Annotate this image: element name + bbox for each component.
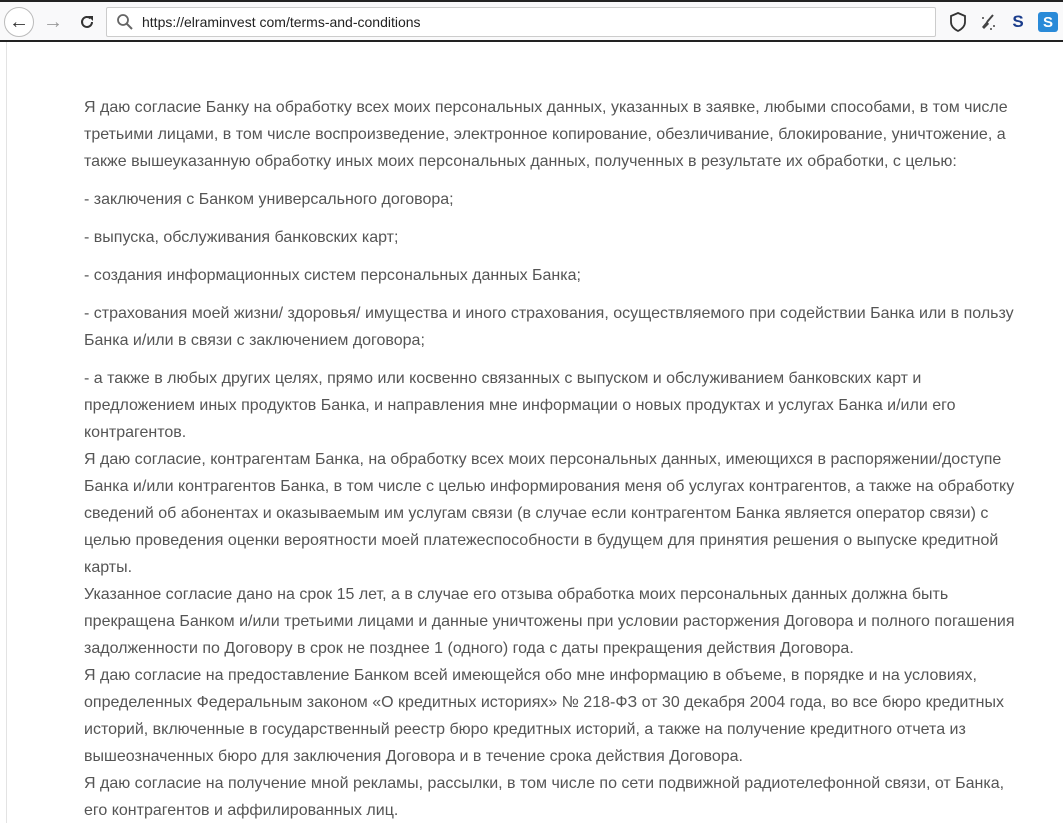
- purpose-item: - заключения с Банком универсального договора;: [84, 191, 454, 208]
- search-icon: [116, 13, 134, 31]
- forward-button[interactable]: [38, 7, 68, 37]
- extension-icons: [943, 6, 1063, 38]
- skype-label: S: [1038, 12, 1058, 32]
- consent-term-paragraph: Указанное согласие дано на срок 15 лет, а в случае его отзыва обработка моих персональных данных должна быть прекращена Банком и/или третьими лицами и данные уничтожены при условии расторжения Договора и полного погашения задолженности по Договору в срок не позднее 1 (одного) года с даты прекращения действия Договора.: [84, 586, 1015, 657]
- credit-history-paragraph: Я даю согласие на предоставление Банком всей имеющейся обо мне информацию в объеме, в порядке и на условиях, определенных Федеральным законом «О кредитных историях» № 218-ФЗ от 30 декабря 2004 года, во все бюро кредитных историй, включенные в государственный реестр бюро кредитных историй, а также на получение кредитного отчета из вышеозначенных бюро для заключения Договора и в течение срока действия Договора.: [84, 667, 1004, 765]
- reload-icon: [78, 13, 96, 31]
- s-extension-icon[interactable]: [1003, 7, 1033, 37]
- back-arrow-icon: ←: [9, 10, 29, 33]
- terms-text: [84, 94, 1024, 824]
- purpose-item: - выпуска, обслуживания банковских карт;: [84, 229, 399, 246]
- skype-icon[interactable]: [1033, 7, 1063, 37]
- browser-toolbar: [0, 2, 1063, 42]
- address-bar[interactable]: [106, 7, 936, 37]
- url-text[interactable]: https://elraminvest com/terms-and-conditions: [142, 14, 421, 30]
- broom-icon[interactable]: [973, 7, 1003, 37]
- back-button[interactable]: [4, 7, 34, 37]
- consent-paragraph: Я даю согласие Банку на обработку всех моих персональных данных, указанных в заявке, любыми способами, в том числе третьими лицами, в том числе воспроизведение, электронное копирование, обезличивание, блокирование, уничтожение, а также вышеуказанную обработку иных моих персональных данных, полученных в результате их обработки, с целью:: [84, 99, 1008, 170]
- page-content: [6, 42, 1063, 823]
- reload-button[interactable]: [72, 7, 102, 37]
- consent-paragraph: Я даю согласие, контрагентам Банка, на обработку всех моих персональных данных, имеющихся в распоряжении/доступе Банка и/или контрагентов Банка, в том числе с целью информирования меня об услугах контрагентов, а также на обработку сведений об абонентах и оказываемым им услугам связи (в случае если контрагентом Банка является оператор связи) с целью проведения оценки вероятности моей платежеспособности в будущем для принятия решения о выпуске кредитной карты.: [84, 451, 1015, 576]
- purpose-item: - страхования моей жизни/ здоровья/ имущества и иного страхования, осуществляемого при содействии Банка или в пользу Банка и/или в связи с заключением договора;: [84, 305, 1014, 349]
- advertising-consent-paragraph: Я даю согласие на получение мной рекламы, рассылки, в том числе по сети подвижной радиотелефонной связи, от Банка, его контрагентов и аффилированных лиц.: [84, 775, 1005, 819]
- shield-icon[interactable]: [943, 7, 973, 37]
- purpose-item: - а также в любых других целях, прямо или косвенно связанных с выпуском и обслуживанием банковских карт и предложением иных продуктов Банка, и направления мне информации о новых продуктах и услугах Банка и/или его контрагентов.: [84, 370, 956, 441]
- forward-arrow-icon: →: [43, 10, 63, 33]
- purpose-item: - создания информационных систем персональных данных Банка;: [84, 267, 581, 284]
- s-extension-label: S: [1012, 12, 1024, 31]
